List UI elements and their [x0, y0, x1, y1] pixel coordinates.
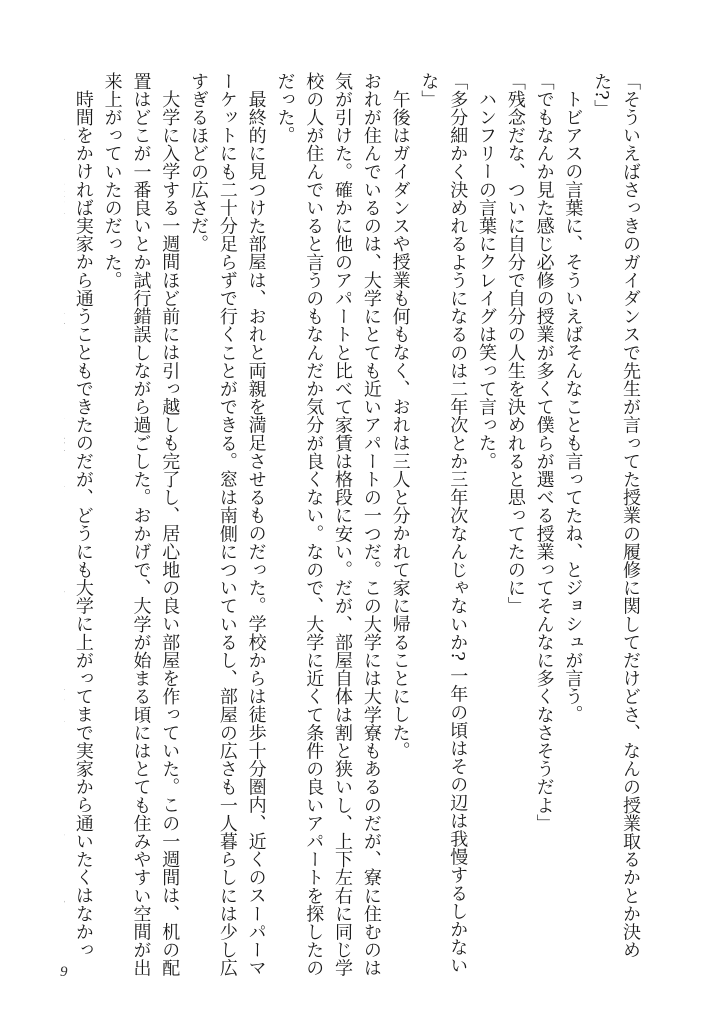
- paragraph: 「多分細かく決めれるようになるのは二年次とか三年次なんじゃないか? 一年の頃はその辺は我慢するしかないな」: [418, 72, 469, 975]
- paragraph: 午後はガイダンスや授業も何もなく、おれは三人と分かれて家に帰ることにした。: [389, 90, 411, 760]
- page-number: 9: [60, 964, 68, 980]
- paragraph: 最終的に見つけた部屋は、おれと両親を満足させるものだった。学校からは徒歩十分圏内、近くのスーパーマーケットにも二十分足らずで行くことができる。窓は南側についているし、部屋の広さも一人暮らしには少し広すぎるほどの広さだ。: [188, 72, 267, 977]
- paragraph: 大学に入学する一週間ほど前には引っ越しも完了し、居心地の良い部屋を作っていた。この一週間は、机の配置はどこが一番良いとか試行錯誤しながら過ごした。おかげで、大学が始まる頃にはとても住みやすい空間が出来上がっていたのだった。: [101, 72, 181, 977]
- paragraph: 「そういえばさっきのガイダンスで先生が言ってた授業の履修に関してだけどさ、なんの授業取るかとか決めた?」: [591, 72, 641, 959]
- paragraph: ハンフリーの言葉にクレイグは笑って言った。: [476, 90, 498, 471]
- paragraph: 時間をかければ実家から通うこともできたのだが、どうにも大学に上がってまで実家から通いたくはなかっ: [72, 90, 94, 959]
- paragraph: おれが住んでいるのは、大学にとても近いアパートの一つだ。この大学には大学寮もあるのだが、寮に住むのは気が引けた。確かに他のアパートと比べて家賃は格段に安い。だが、部屋自体は割と狭いし、上下左右に同じ学校の人が住んでいると言うのもなんだか気分が良くない。なので、大学に近くて条件の良いアパートを探したのだった。: [274, 72, 382, 977]
- paragraph: 「でもなんか見た感じ必修の授業が多くて僕らが選べる授業ってそんなに多くなさそうだよ」: [533, 72, 555, 833]
- vertical-text-body: [64, 72, 644, 977]
- paragraph: 「残念だな、ついに自分で自分の人生を決めれると思ってたのに」: [504, 72, 526, 615]
- paragraph: トビアスの言葉に、そういえばそんなことも言ってたね、とジョシュが言う。: [562, 90, 584, 724]
